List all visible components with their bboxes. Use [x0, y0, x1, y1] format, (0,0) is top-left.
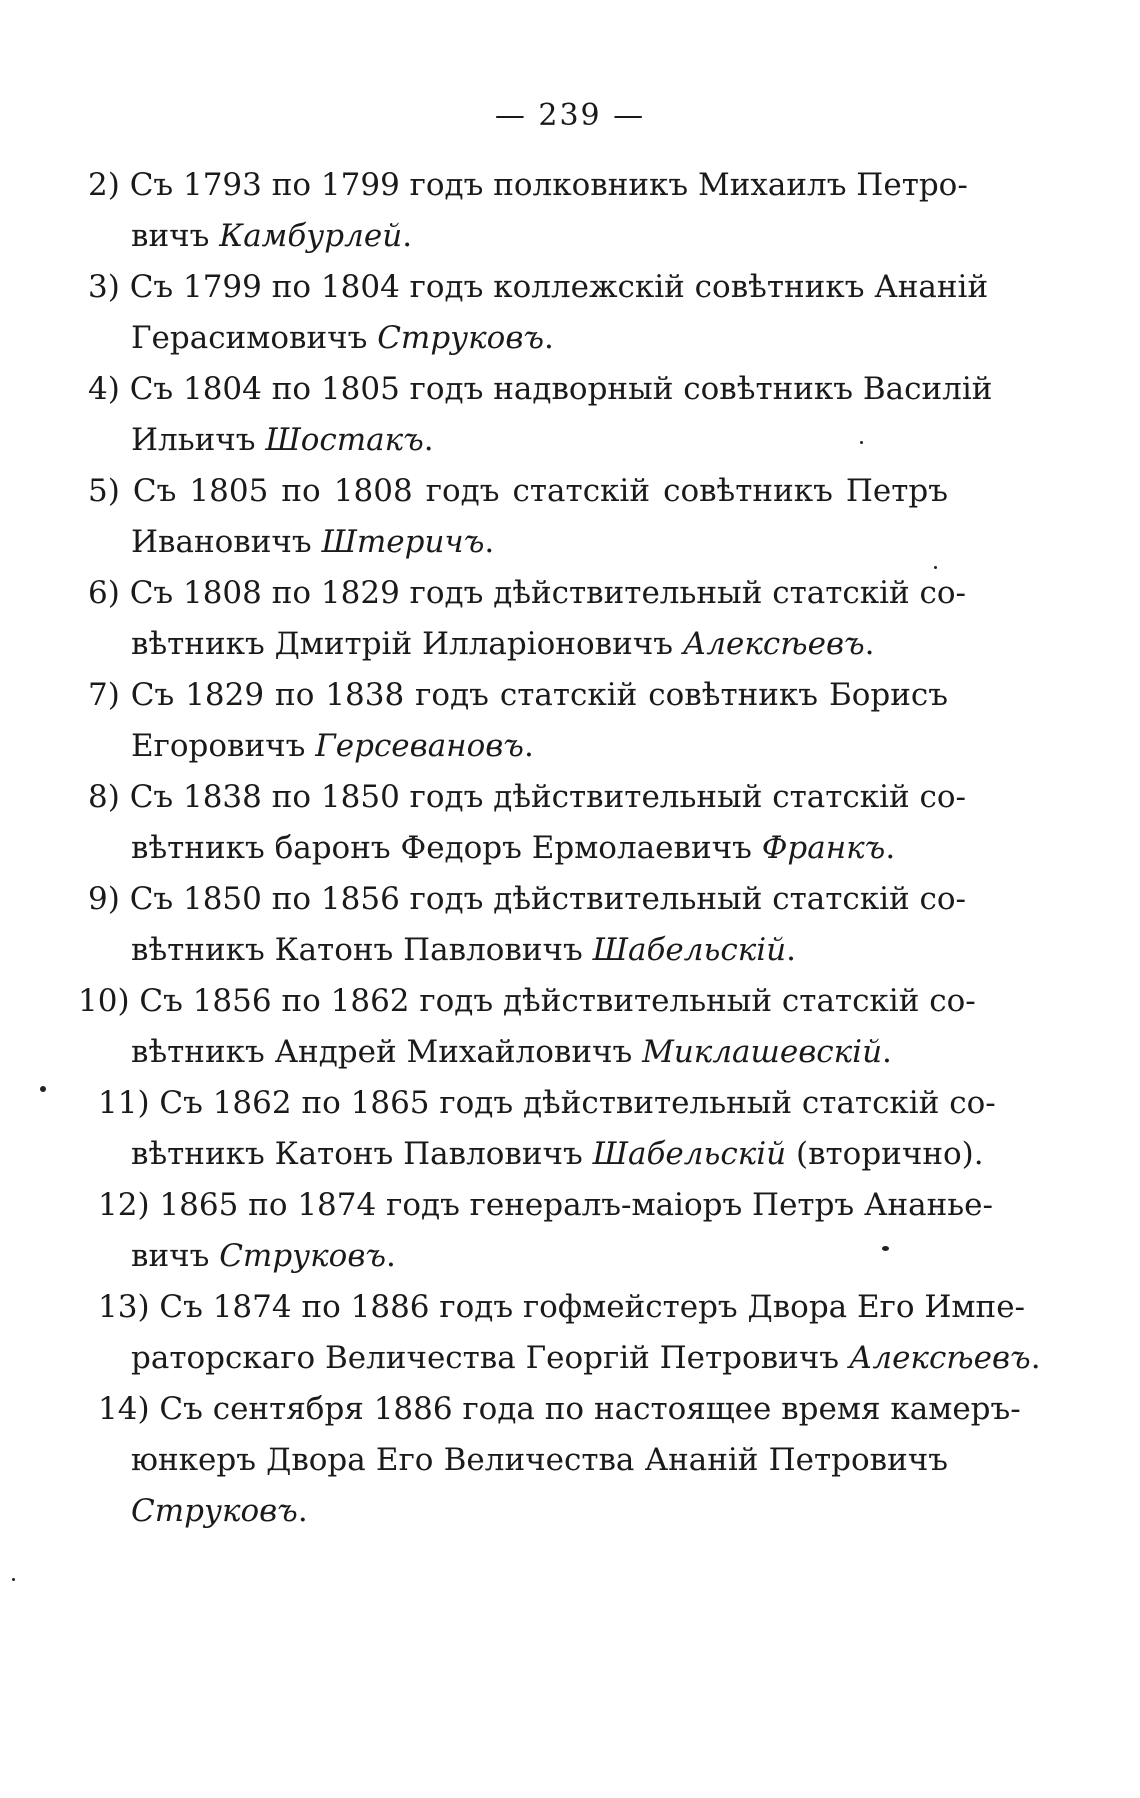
- person-surname: Камбурлей: [219, 218, 403, 254]
- entry-number: 9): [88, 881, 120, 917]
- person-surname: Струковъ: [131, 1493, 298, 1529]
- entry-line-1: Съ 1829 по 1838 годъ статскій совѣтникъ Борисъ: [130, 677, 949, 713]
- entry-number: 12): [98, 1187, 150, 1223]
- scan-speck: [860, 441, 863, 444]
- entry-tail: .: [523, 728, 534, 764]
- entry-number: 7): [88, 677, 120, 713]
- entry-line-2: вѣтникъ Катонъ Павловичъ: [131, 932, 583, 968]
- entry-line-2: вѣтникъ Андрей Михайловичъ: [131, 1034, 633, 1070]
- entry-line-1: Съ 1850 по 1856 годъ дѣйствительный статскій со-: [129, 881, 967, 917]
- person-surname: Миклашевскій: [642, 1034, 883, 1070]
- entry-line-2: Ильичъ: [131, 422, 256, 458]
- entry-tail: .: [423, 422, 434, 458]
- entry-line-2: Егоровичъ: [131, 728, 306, 764]
- person-surname: Алексѣевъ: [682, 626, 865, 662]
- entry-number: 4): [88, 371, 120, 407]
- entry-line-1: Съ 1793 по 1799 годъ полковникъ Михаилъ Петро-: [129, 167, 968, 203]
- page-number: — 239 —: [494, 98, 646, 133]
- entry-line-1: Съ 1804 по 1805 годъ надворный совѣтникъ Василій: [129, 371, 993, 407]
- entry-line-1: Съ 1805 по 1808 годъ статскій совѣтникъ Петръ: [132, 473, 948, 509]
- entry-number: 13): [98, 1289, 150, 1325]
- entry-line-1: Съ 1856 по 1862 годъ дѣйствительный статскій со-: [139, 983, 976, 1019]
- person-surname: Струковъ: [377, 320, 545, 356]
- entry-number: 14): [98, 1391, 150, 1427]
- person-surname: Шабельскій: [592, 1136, 787, 1172]
- entry-number: 3): [88, 269, 120, 305]
- entry-tail: .: [1030, 1340, 1041, 1376]
- entry-tail: .: [786, 932, 796, 968]
- person-surname: Франкъ: [761, 830, 886, 866]
- entry-number: 6): [88, 575, 120, 611]
- entry-line-2: вѣтникъ баронъ Федоръ Ермолаевичъ: [131, 830, 752, 866]
- person-surname: Струковъ: [219, 1238, 387, 1274]
- entry-tail: (вторично).: [786, 1136, 984, 1172]
- entry-tail: .: [484, 524, 495, 560]
- entry-number: 8): [88, 779, 120, 815]
- entry-line-2: юнкеръ Двора Его Величества Ананій Петровичъ: [131, 1442, 948, 1478]
- entry-line-1: Съ сентября 1886 года по настоящее время камеръ-: [159, 1391, 1021, 1427]
- scan-speck: [934, 566, 937, 569]
- person-surname: Шабельскій: [592, 932, 787, 968]
- entry-line-1: Съ 1874 по 1886 годъ гофмейстеръ Двора Его Импе-: [159, 1289, 1026, 1325]
- entry-line-1: 1865 по 1874 годъ генералъ-маіоръ Петръ Ананье-: [159, 1187, 993, 1223]
- entry-line-2: Ивановичъ: [131, 524, 312, 560]
- entry-line-1: Съ 1808 по 1829 годъ дѣйствительный статскій со-: [129, 575, 967, 611]
- entry-line-1: Съ 1862 по 1865 годъ дѣйствительный статскій со-: [159, 1085, 996, 1121]
- person-surname: Алексѣевъ: [848, 1340, 1031, 1376]
- entry-line-1: Съ 1799 по 1804 годъ коллежскій совѣтникъ Ананій: [129, 269, 989, 305]
- entry-tail: .: [386, 1238, 396, 1274]
- entry-tail: .: [544, 320, 554, 356]
- scan-speck: [12, 1578, 15, 1581]
- entry-tail: .: [402, 218, 413, 254]
- entry-number: 5): [88, 473, 120, 509]
- entry-line-2: раторскаго Величества Георгій Петровичъ: [131, 1340, 840, 1376]
- entry-line-2: вичъ: [131, 218, 210, 254]
- entry-line-2: вичъ: [131, 1238, 210, 1274]
- person-surname: Шостакъ: [265, 422, 424, 458]
- entry-tail: .: [885, 830, 896, 866]
- entry-line-2: вѣтникъ Дмитрій Илларіоновичъ: [131, 626, 673, 662]
- scan-speck: [40, 1086, 46, 1092]
- entry-line-2: вѣтникъ Катонъ Павловичъ: [131, 1136, 583, 1172]
- scan-speck: [882, 1246, 889, 1251]
- entry-tail: .: [864, 626, 875, 662]
- entry-number: 10): [78, 983, 130, 1019]
- entry-tail: .: [297, 1493, 308, 1529]
- person-surname: Штеричъ: [321, 524, 485, 560]
- person-surname: Герсевановъ: [315, 728, 524, 764]
- entry-line-1: Съ 1838 по 1850 годъ дѣйствительный статскій со-: [129, 779, 967, 815]
- entry-tail: .: [882, 1034, 892, 1070]
- entry-number: 2): [88, 167, 120, 203]
- entry-number: 11): [98, 1085, 150, 1121]
- entry-line-2: Герасимовичъ: [131, 320, 368, 356]
